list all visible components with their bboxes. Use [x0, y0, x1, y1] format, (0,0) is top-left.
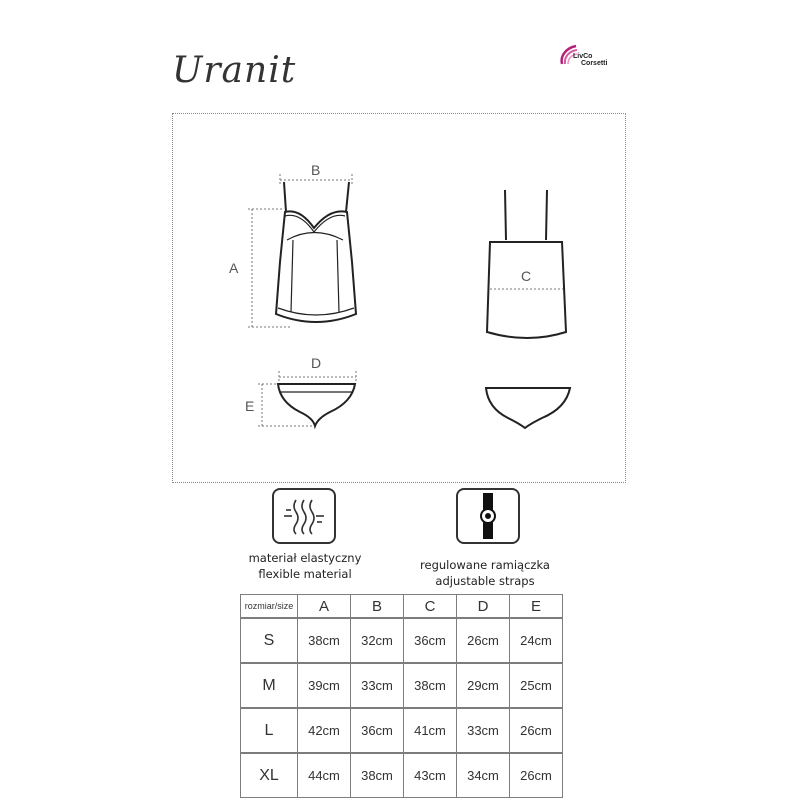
- size-label: L: [241, 708, 298, 753]
- size-label: S: [241, 618, 298, 663]
- table-cell: 41cm: [404, 708, 457, 753]
- dimension-c-label: C: [521, 268, 532, 284]
- table-cell: 42cm: [298, 708, 351, 753]
- table-cell: 32cm: [351, 618, 404, 663]
- table-cell: 25cm: [510, 663, 563, 708]
- dimension-e-label: E: [245, 398, 255, 414]
- panty-front-drawing: [278, 384, 355, 426]
- table-cell: 26cm: [510, 708, 563, 753]
- table-corner-label: rozmiar/size: [241, 595, 298, 619]
- feature-straps-pl: regulowane ramiączka: [420, 558, 550, 572]
- size-table-header: [241, 595, 563, 619]
- feature-straps-en: adjustable straps: [435, 574, 535, 588]
- panty-back-drawing: [486, 388, 570, 428]
- feature-flexible-en: flexible material: [258, 567, 352, 581]
- table-cell: 36cm: [351, 708, 404, 753]
- table-cell: 33cm: [351, 663, 404, 708]
- feature-adjustable-straps: [395, 557, 575, 589]
- dimension-d-label: D: [311, 355, 322, 371]
- product-title: Uranit: [172, 50, 297, 91]
- column-header-a: A: [298, 595, 351, 619]
- logo-brand-line2: Corsetti: [581, 60, 608, 67]
- flexible-material-icon: [272, 488, 336, 544]
- dimension-b-label: B: [311, 162, 321, 178]
- table-row: [241, 663, 563, 708]
- table-cell: 26cm: [510, 753, 563, 798]
- table-cell: 39cm: [298, 663, 351, 708]
- table-cell: 43cm: [404, 753, 457, 798]
- table-cell: 33cm: [457, 708, 510, 753]
- size-label: M: [241, 663, 298, 708]
- table-cell: 36cm: [404, 618, 457, 663]
- table-cell: 29cm: [457, 663, 510, 708]
- table-cell: 24cm: [510, 618, 563, 663]
- dimension-lines-camisole: [248, 174, 352, 327]
- column-header-c: C: [404, 595, 457, 619]
- table-row: [241, 708, 563, 753]
- column-header-d: D: [457, 595, 510, 619]
- table-cell: 38cm: [404, 663, 457, 708]
- table-cell: 44cm: [298, 753, 351, 798]
- column-header-b: B: [351, 595, 404, 619]
- table-cell: 26cm: [457, 618, 510, 663]
- camisole-back-drawing: [487, 190, 566, 338]
- logo-brand-line1: LivCo: [573, 53, 593, 60]
- feature-flexible-pl: materiał elastyczny: [248, 551, 362, 565]
- table-cell: 34cm: [457, 753, 510, 798]
- column-header-e: E: [510, 595, 563, 619]
- table-cell: 38cm: [351, 753, 404, 798]
- camisole-front-drawing: [276, 182, 356, 322]
- feature-flexible-material: [220, 550, 390, 582]
- adjustable-straps-icon: [456, 488, 520, 544]
- table-row: [241, 618, 563, 663]
- size-table: [240, 594, 563, 798]
- table-row: [241, 753, 563, 798]
- table-cell: 38cm: [298, 618, 351, 663]
- dimension-a-label: A: [229, 260, 239, 276]
- dimension-lines-panty: [258, 371, 356, 426]
- size-label: XL: [241, 753, 298, 798]
